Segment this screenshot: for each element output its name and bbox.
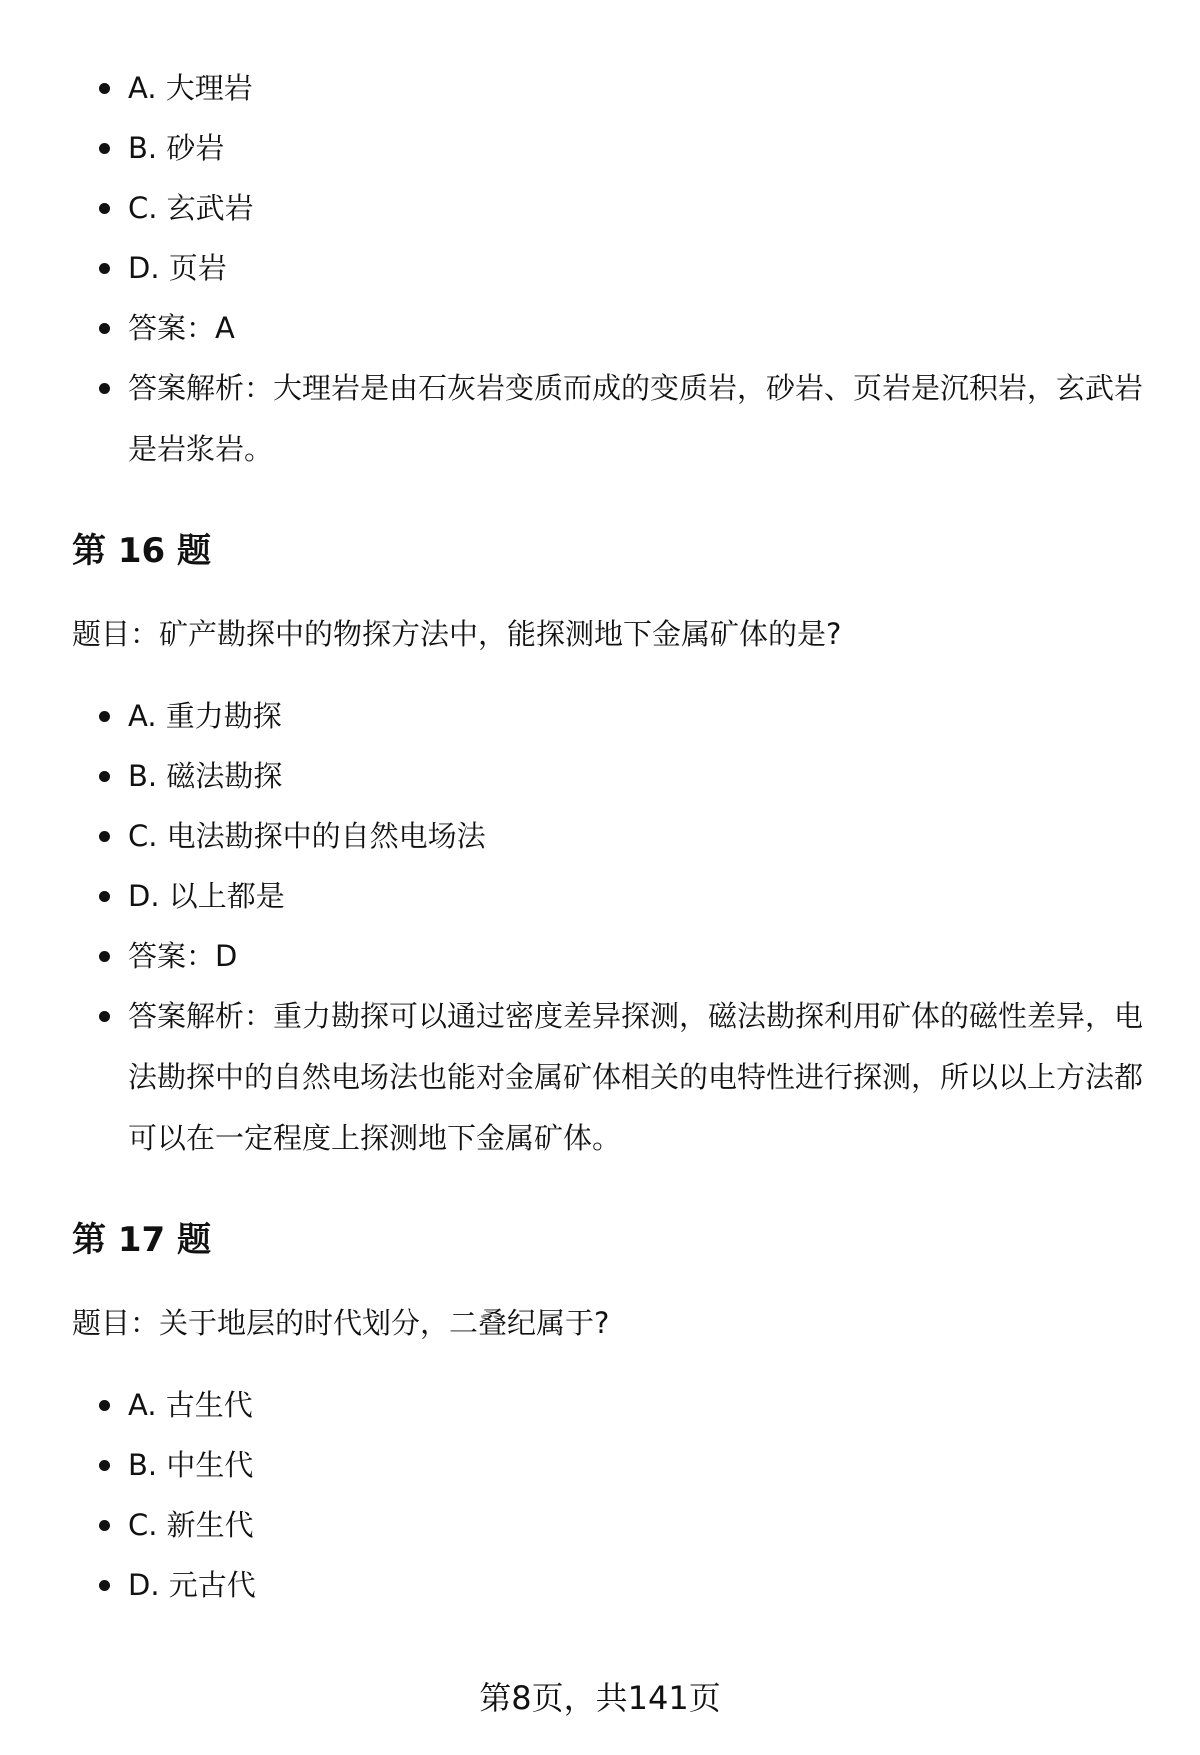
- option-b: B. 砂岩: [72, 118, 1152, 178]
- question-16-heading: 第 16 题: [72, 531, 211, 571]
- page-number: 第8页，共141页: [479, 1679, 721, 1717]
- option-d: D. 页岩: [72, 238, 1152, 298]
- option-a: A. 重力勘探: [72, 686, 1152, 746]
- answer: 答案：A: [72, 298, 1152, 358]
- question-16-options: [72, 686, 1152, 1169]
- option-a: A. 大理岩: [72, 58, 1152, 118]
- option-a: A. 古生代: [72, 1375, 1152, 1435]
- option-c: C. 新生代: [72, 1495, 1152, 1555]
- option-b: B. 中生代: [72, 1435, 1152, 1495]
- answer-explanation: 答案解析：重力勘探可以通过密度差异探测，磁法勘探利用矿体的磁性差异，电法勘探中的自然电场法也能对金属矿体相关的电特性进行探测，所以以上方法都可以在一定程度上探测地下金属矿体。: [72, 986, 1152, 1169]
- document-page: [72, 58, 1152, 1615]
- option-c: C. 玄武岩: [72, 178, 1152, 238]
- option-b: B. 磁法勘探: [72, 746, 1152, 806]
- question-17-options: [72, 1375, 1152, 1615]
- option-d: D. 以上都是: [72, 866, 1152, 926]
- option-d: D. 元古代: [72, 1555, 1152, 1615]
- question-15-options: [72, 58, 1152, 480]
- answer: 答案：D: [72, 926, 1152, 986]
- question-17-heading: 第 17 题: [72, 1220, 211, 1260]
- answer-explanation: 答案解析：大理岩是由石灰岩变质而成的变质岩，砂岩、页岩是沉积岩，玄武岩是岩浆岩。: [72, 358, 1152, 480]
- question-16-stem: 题目：矿产勘探中的物探方法中，能探测地下金属矿体的是?: [72, 617, 842, 651]
- option-c: C. 电法勘探中的自然电场法: [72, 806, 1152, 866]
- question-17-stem: 题目：关于地层的时代划分，二叠纪属于?: [72, 1306, 610, 1340]
